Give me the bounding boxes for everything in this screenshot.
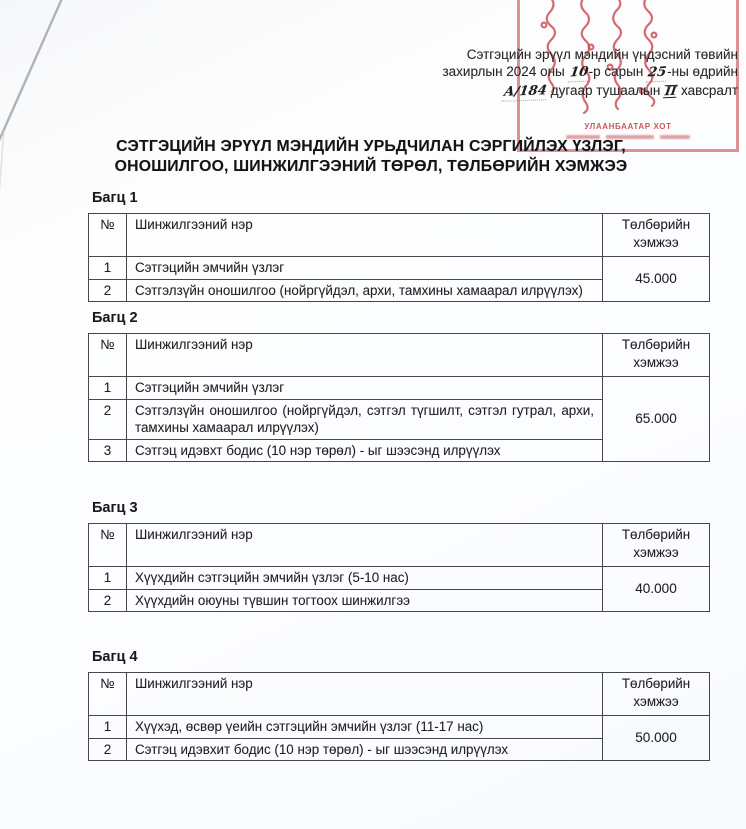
package-section	[88, 500, 712, 612]
col-header-fee-line1: Төлбөрийн	[621, 676, 691, 691]
table-row	[89, 716, 710, 739]
col-header-fee-line2: хэмжээ	[633, 354, 679, 370]
col-header-num: №	[89, 524, 127, 567]
col-header-num: №	[89, 214, 127, 257]
document-title	[90, 137, 652, 177]
exam-name: Хүүхэд, өсвөр үеийн сэтгэцийн эмчийн үзлэг (11-17 нас)	[127, 716, 603, 739]
col-header-fee	[603, 673, 710, 716]
col-header-num: №	[89, 673, 127, 716]
header-line3-suffix: хавсралт	[681, 83, 738, 98]
fee-amount: 65.000	[603, 377, 710, 462]
col-header-num: №	[89, 334, 127, 377]
row-number: 1	[89, 567, 127, 590]
col-header-name: Шинжилгээний нэр	[127, 524, 603, 567]
exam-name: Сэтгэц идэвхт бодис (10 нэр төрөл) - ыг шээсэнд илрүүлэх	[127, 439, 603, 462]
row-number: 2	[89, 279, 127, 302]
table-header-row	[89, 214, 710, 257]
col-header-fee-line2: хэмжээ	[633, 544, 679, 560]
fee-amount: 40.000	[603, 567, 710, 612]
row-number: 2	[89, 399, 127, 439]
fee-amount: 50.000	[603, 716, 710, 761]
fee-table-sections	[88, 190, 712, 761]
col-header-fee-line1: Төлбөрийн	[621, 217, 691, 232]
row-number: 3	[89, 439, 127, 462]
header-line-1: Сэтгэцийн эрүүл мэндийн үндэсний төвийн	[466, 47, 738, 62]
exam-name: Сэтгэлзүйн оношилгоо (нойргүйдэл, архи, тамхины хамаарал илрүүлэх)	[127, 279, 603, 302]
fee-table	[88, 213, 710, 302]
handwritten-month: 10	[567, 64, 590, 83]
col-header-fee-line1: Төлбөрийн	[621, 337, 691, 352]
fee-table	[88, 333, 710, 462]
header-line2-prefix: захирлын 2024 оны	[442, 64, 565, 79]
header-line-2	[442, 63, 738, 82]
col-header-fee-line2: хэмжээ	[633, 234, 679, 250]
table-row	[89, 567, 710, 590]
row-number: 2	[89, 589, 127, 612]
col-header-name: Шинжилгээний нэр	[127, 334, 603, 377]
col-header-name: Шинжилгээний нэр	[127, 214, 603, 257]
package-section	[88, 310, 712, 462]
header-line3-mid: дугаар тушаалын	[550, 83, 661, 98]
col-header-fee	[603, 214, 710, 257]
fee-amount: 45.000	[603, 257, 710, 302]
package-label: Багц 3	[92, 500, 138, 516]
fee-table	[88, 523, 710, 612]
exam-name: Хүүхдийн сэтгэцийн эмчийн үзлэг (5-10 нас)	[127, 567, 603, 590]
col-header-fee	[603, 334, 710, 377]
handwritten-order-number: А/184	[501, 82, 548, 102]
header-line2-mid: -р сарын	[588, 64, 644, 79]
package-label: Багц 4	[92, 649, 138, 665]
package-section	[88, 649, 712, 761]
header-line-3	[442, 82, 738, 101]
exam-name: Сэтгэлзүйн оношилгоо (нойргүйдэл, сэтгэл түгшилт, сэтгэл гутрал, архи, тамхины хамаарал илрүүлэх)	[127, 399, 603, 439]
title-line-2: ОНОШИЛГОО, ШИНЖИЛГЭЭНИЙ ТӨРӨЛ, ТӨЛБӨРИЙН ХЭМЖЭЭ	[114, 158, 628, 175]
stamp-city-label: УЛААНБААТАР ХОТ	[584, 122, 672, 131]
col-header-fee-line2: хэмжээ	[633, 693, 679, 709]
package-label: Багц 1	[92, 190, 138, 206]
handwritten-appendix-numeral: II	[664, 83, 678, 99]
row-number: 1	[89, 716, 127, 739]
row-number: 1	[89, 377, 127, 400]
exam-name: Сэтгэцийн эмчийн үзлэг	[127, 257, 603, 280]
table-row	[89, 257, 710, 280]
title-line-1: СЭТГЭЦИЙН ЭРҮҮЛ МЭНДИЙН УРЬДЧИЛАН СЭРГИЙЛЭХ ҮЗЛЭГ,	[116, 138, 626, 155]
exam-name: Хүүхдийн оюуны түвшин тогтоох шинжилгээ	[127, 589, 603, 612]
fee-table	[88, 672, 710, 761]
exam-name: Сэтгэц идэвхит бодис (10 нэр төрөл) - ыг шээсэнд илрүүлэх	[127, 738, 603, 761]
appendix-reference	[442, 46, 738, 101]
package-label: Багц 2	[92, 310, 138, 326]
col-header-fee	[603, 524, 710, 567]
row-number: 2	[89, 738, 127, 761]
table-header-row	[89, 334, 710, 377]
table-header-row	[89, 673, 710, 716]
header-line2-suffix: -ны өдрийн	[667, 64, 738, 79]
row-number: 1	[89, 257, 127, 280]
table-row	[89, 377, 710, 400]
package-section	[88, 190, 712, 302]
exam-name: Сэтгэцийн эмчийн үзлэг	[127, 377, 603, 400]
handwritten-day: 25	[646, 64, 669, 83]
table-header-row	[89, 524, 710, 567]
col-header-name: Шинжилгээний нэр	[127, 673, 603, 716]
col-header-fee-line1: Төлбөрийн	[621, 527, 691, 542]
